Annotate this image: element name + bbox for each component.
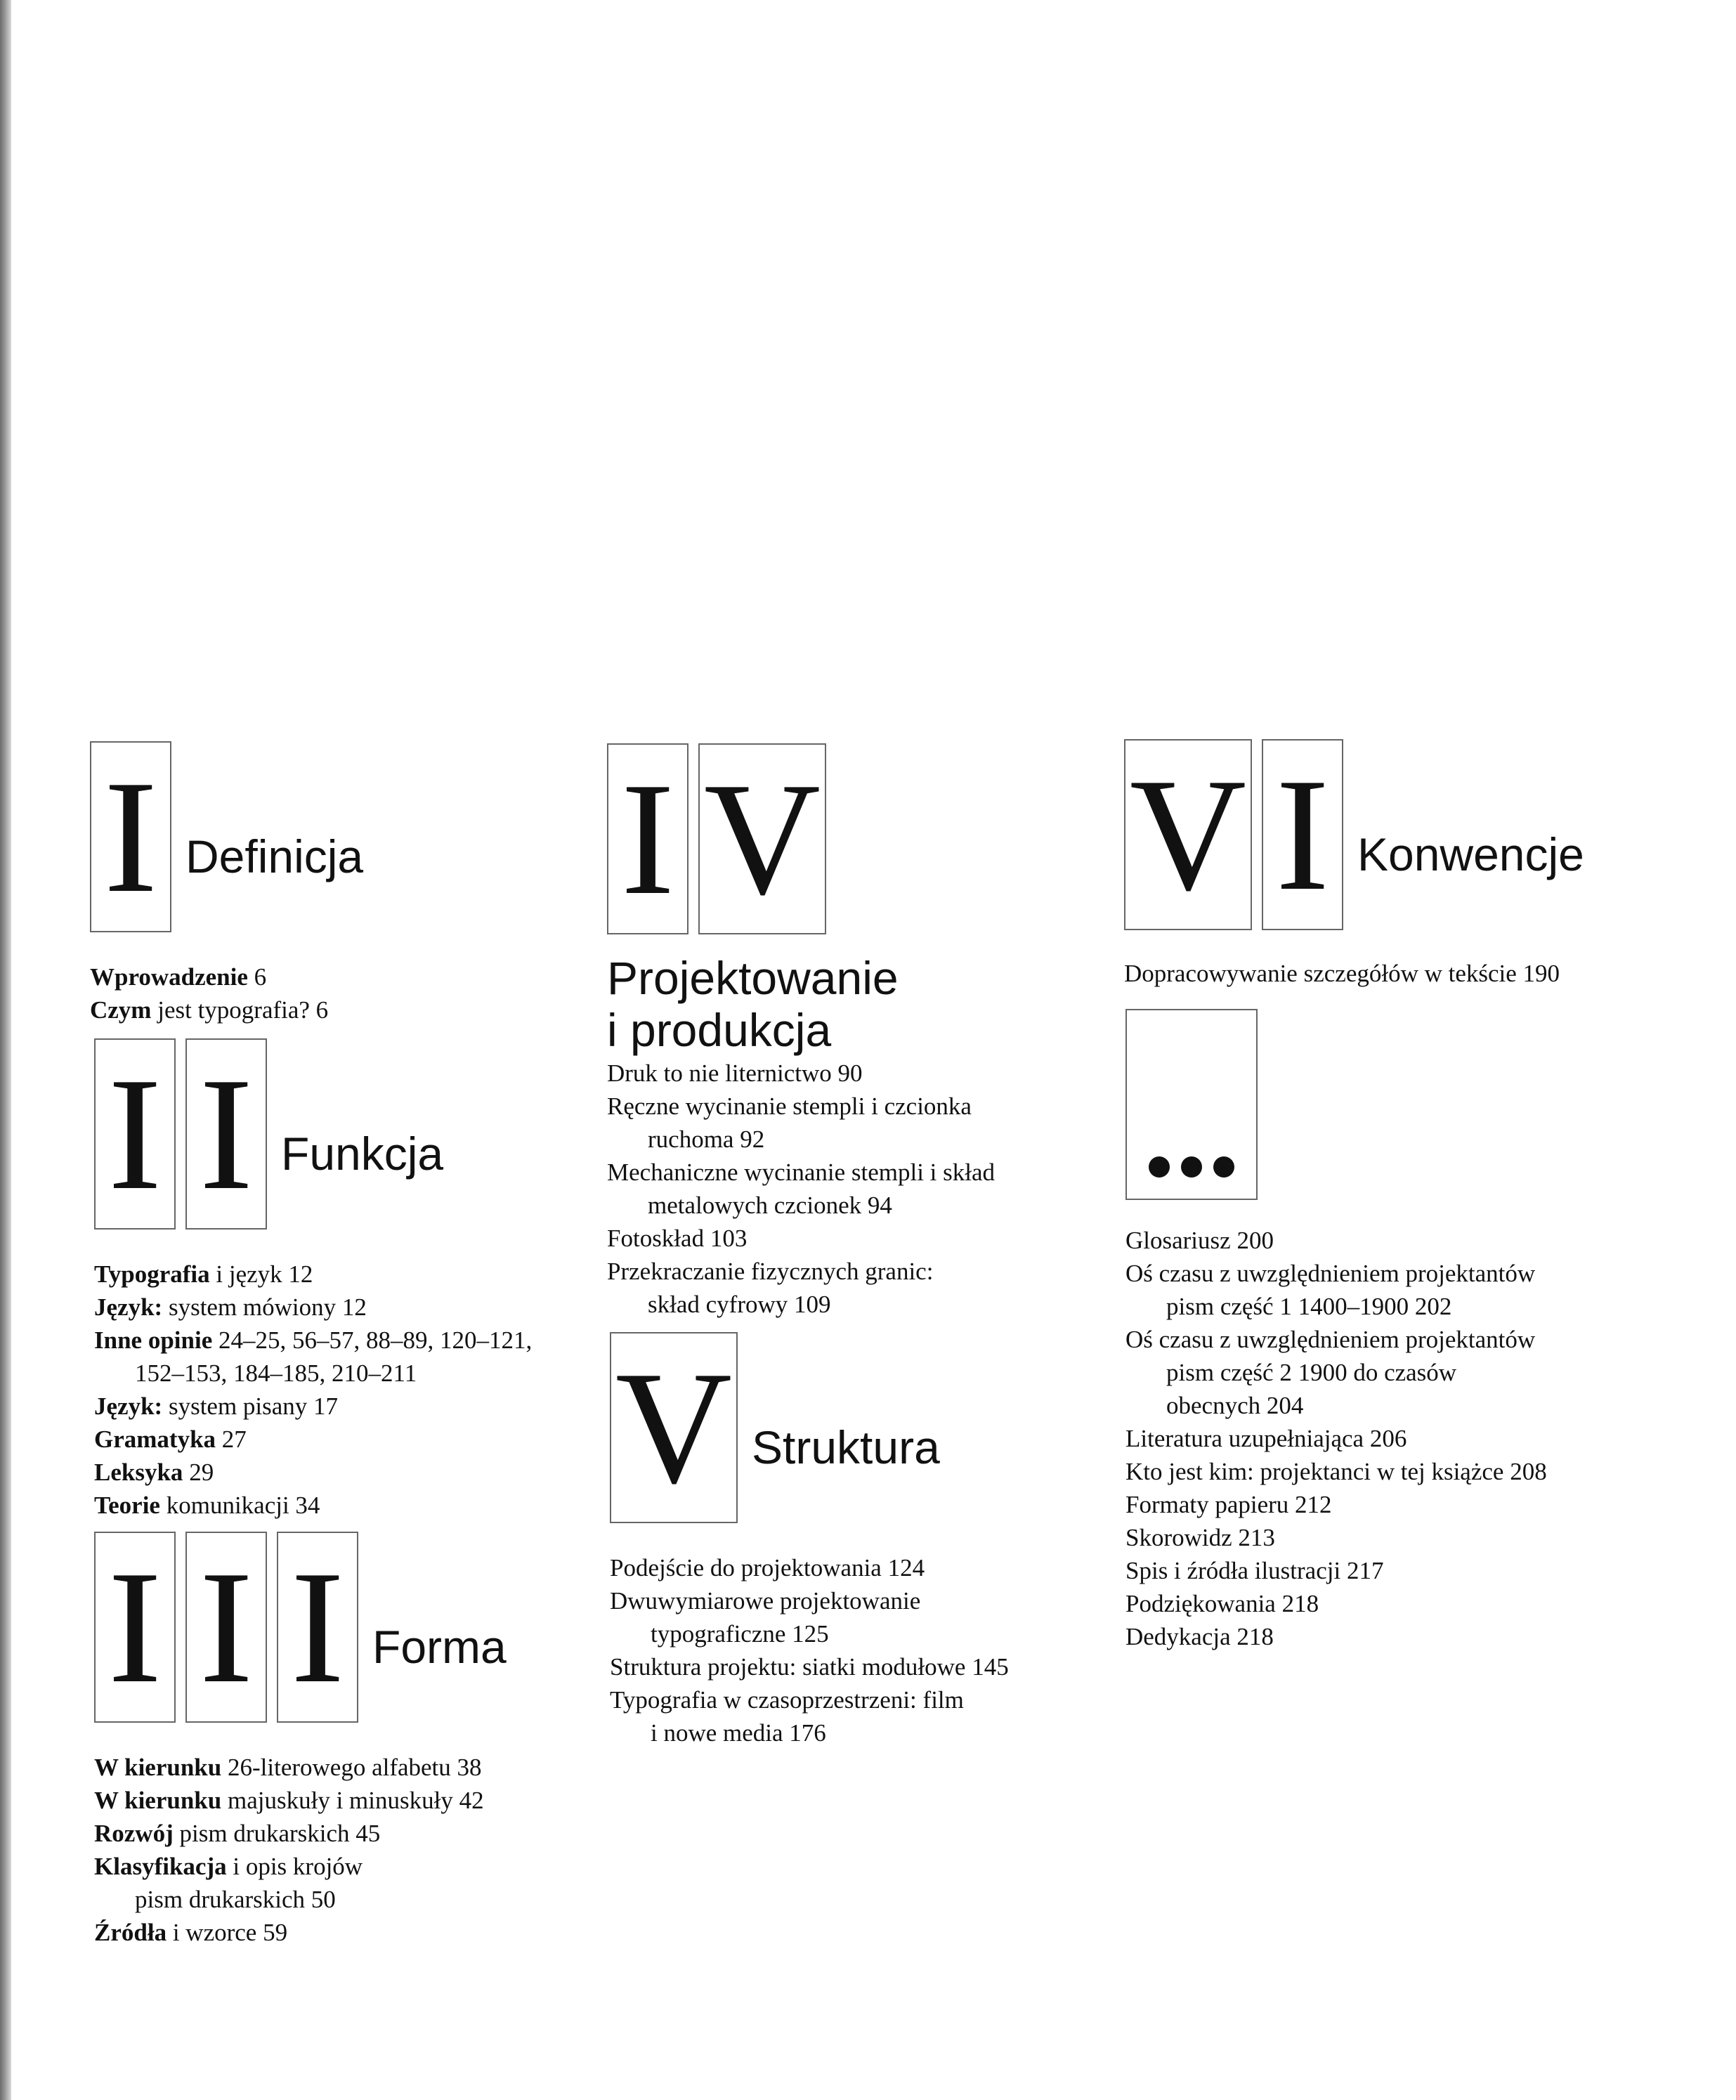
section-title: Definicja: [185, 830, 364, 883]
toc-entry[interactable]: Fotoskład 103: [607, 1224, 748, 1252]
numeral-box: I: [185, 1038, 267, 1230]
dot-icon: [1149, 1156, 1170, 1178]
numeral-box: V: [1124, 739, 1252, 930]
section-struktura: [610, 1332, 1009, 1749]
toc-entry[interactable]: Ręczne wycinanie stempli i czcionka ruchoma 92: [607, 1092, 972, 1153]
section-title: Funkcja: [281, 1128, 444, 1180]
toc-entry[interactable]: Gramatyka 27: [94, 1426, 247, 1453]
ellipsis-numeral-box: [1125, 1009, 1258, 1200]
toc-entry[interactable]: Język: system mówiony 12: [94, 1293, 367, 1321]
section-heading: [90, 741, 363, 932]
toc-entry[interactable]: Struktura projektu: siatki modułowe 145: [610, 1653, 1009, 1681]
toc-entry[interactable]: Dwuwymiarowe projektowanie typograficzne 125: [610, 1587, 921, 1648]
entry-list: [607, 1057, 995, 1321]
book-spine-shadow: [0, 0, 11, 2100]
numeral-box: I: [94, 1532, 176, 1723]
section-appendix: [1125, 1009, 1547, 1653]
toc-entry[interactable]: Oś czasu z uwzględnieniem projektantów pism część 1 1400–1900 202: [1125, 1260, 1536, 1320]
section-title-line: i produkcja: [607, 1003, 832, 1056]
numeral-box: I: [607, 743, 688, 934]
entry-list: [94, 1751, 507, 1949]
section-definicja: [90, 741, 363, 1026]
toc-entry[interactable]: Literatura uzupełniająca 206: [1125, 1425, 1407, 1452]
numeral-box: V: [610, 1332, 738, 1523]
toc-entry[interactable]: Typografia w czasoprzestrzeni: film i nowe media 176: [610, 1686, 964, 1747]
entry-list: [90, 960, 363, 1026]
toc-entry[interactable]: Wprowadzenie 6: [90, 963, 267, 991]
section-heading: [94, 1532, 507, 1723]
numeral-box: I: [1262, 739, 1343, 930]
toc-entry[interactable]: Podejście do projektowania 124: [610, 1554, 925, 1581]
entry-list: [610, 1551, 1009, 1749]
numeral-box: V: [698, 743, 826, 934]
toc-entry[interactable]: Leksyka 29: [94, 1459, 214, 1486]
toc-entry[interactable]: Formaty papieru 212: [1125, 1491, 1332, 1518]
numeral-box: I: [185, 1532, 267, 1723]
section-title: Struktura: [752, 1421, 940, 1474]
toc-entry[interactable]: Typografia i język 12: [94, 1260, 313, 1288]
section-title: [607, 953, 995, 1057]
toc-entry[interactable]: Oś czasu z uwzględnieniem projektantów pism część 2 1900 do czasów obecnych 204: [1125, 1326, 1536, 1419]
section-konwencje: [1124, 739, 1584, 990]
section-heading: [610, 1332, 1009, 1523]
toc-entry[interactable]: W kierunku majuskuły i minuskuły 42: [94, 1787, 484, 1814]
section-heading: [607, 743, 995, 934]
toc-entry[interactable]: Czym jest typografia? 6: [90, 996, 329, 1024]
section-heading: [1124, 739, 1584, 930]
toc-entry[interactable]: Klasyfikacja i opis krojów pism drukarskich 50: [94, 1853, 363, 1913]
numeral-box: I: [90, 741, 171, 932]
toc-entry[interactable]: Inne opinie 24–25, 56–57, 88–89, 120–121, 152–153, 184–185, 210–211: [94, 1326, 533, 1387]
toc-entry[interactable]: Teorie komunikacji 34: [94, 1492, 320, 1519]
entry-list: [94, 1258, 532, 1522]
toc-entry[interactable]: Źródła i wzorce 59: [94, 1919, 288, 1946]
section-title: Konwencje: [1357, 828, 1584, 881]
toc-entry[interactable]: Język: system pisany 17: [94, 1393, 339, 1420]
toc-entry[interactable]: Przekraczanie fizycznych granic: skład cyfrowy 109: [607, 1257, 934, 1318]
toc-entry[interactable]: Spis i źródła ilustracji 217: [1125, 1557, 1384, 1584]
toc-entry[interactable]: Podziękowania 218: [1125, 1590, 1319, 1617]
entry-list: [1125, 1224, 1547, 1653]
toc-entry[interactable]: Dedykacja 218: [1125, 1623, 1274, 1650]
dot-icon: [1181, 1156, 1202, 1178]
numeral-box: I: [277, 1532, 358, 1723]
dot-icon: [1213, 1156, 1234, 1178]
toc-entry[interactable]: Glosariusz 200: [1125, 1227, 1274, 1254]
toc-entry[interactable]: Rozwój pism drukarskich 45: [94, 1820, 381, 1847]
section-projektowanie: [607, 743, 995, 1321]
entry-list: [1124, 957, 1584, 990]
section-heading: [94, 1038, 532, 1230]
toc-entry[interactable]: Kto jest kim: projektanci w tej książce 208: [1125, 1458, 1547, 1485]
toc-entry[interactable]: Mechaniczne wycinanie stempli i skład metalowych czcionek 94: [607, 1158, 996, 1219]
section-heading: [1125, 1009, 1547, 1200]
section-forma: [94, 1532, 507, 1949]
section-funkcja: [94, 1038, 532, 1522]
section-title: Forma: [372, 1621, 507, 1674]
section-title-line: Projektowanie: [607, 952, 899, 1004]
toc-entry[interactable]: Skorowidz 213: [1125, 1524, 1275, 1551]
toc-entry[interactable]: Dopracowywanie szczegółów w tekście 190: [1124, 960, 1560, 987]
toc-entry[interactable]: Druk to nie liternictwo 90: [607, 1059, 863, 1087]
numeral-box: I: [94, 1038, 176, 1230]
toc-entry[interactable]: W kierunku 26-literowego alfabetu 38: [94, 1754, 482, 1781]
